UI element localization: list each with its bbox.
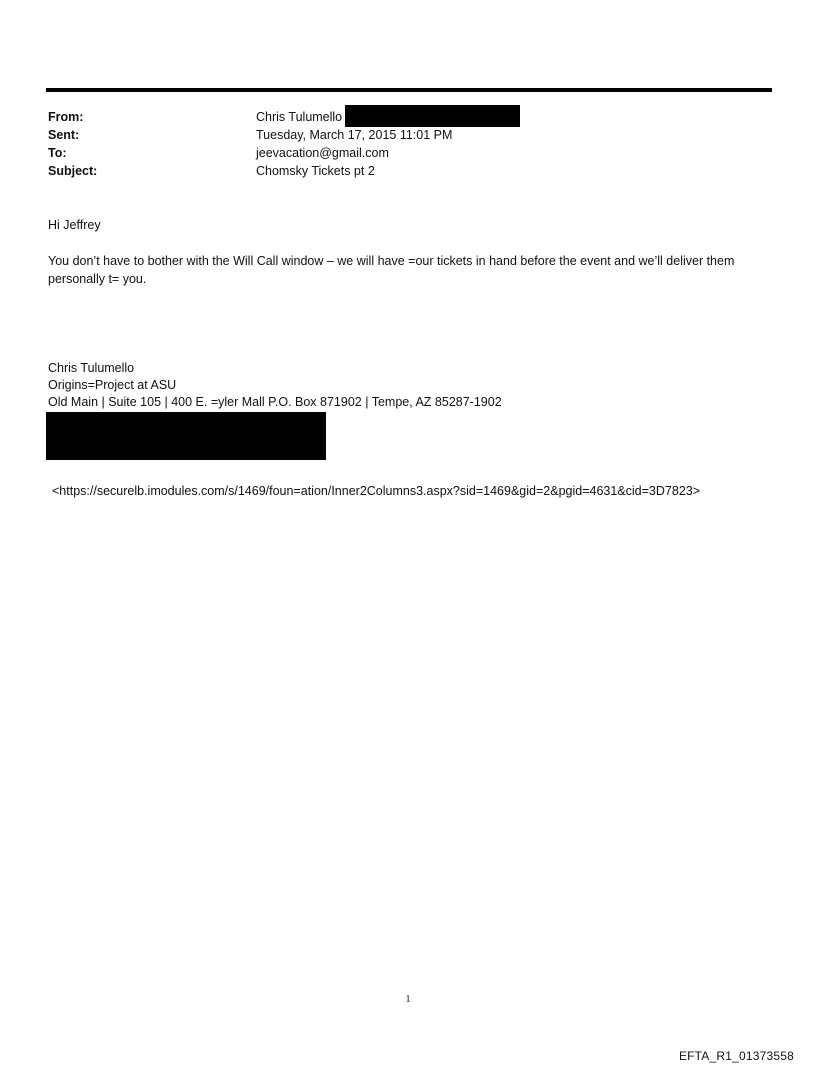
from-value [256, 108, 520, 127]
signature-redaction-box [46, 412, 326, 460]
signature-org: Origins=Project at ASU [48, 378, 177, 392]
sent-label: Sent: [48, 128, 80, 142]
redaction-box [345, 105, 520, 127]
page-number: 1 [405, 994, 411, 1005]
greeting: Hi Jeffrey [48, 218, 101, 232]
sent-value: Tuesday, March 17, 2015 11:01 PM [256, 128, 453, 142]
link-text[interactable]: <https://securelb.imodules.com/s/1469/foun=ation/Inner2Columns3.aspx?sid=1469&gid=2&pgid=4631&cid=3D7823> [52, 484, 701, 498]
signature-address: Old Main | Suite 105 | 400 E. =yler Mall P.O. Box 871902 | Tempe, AZ 85287-1902 [48, 395, 502, 409]
subject-value: Chomsky Tickets pt 2 [256, 164, 375, 178]
from-label: From: [48, 110, 84, 124]
signature [48, 360, 502, 411]
to-label: To: [48, 146, 67, 160]
signature-name: Chris Tulumello [48, 361, 135, 375]
header-rule [46, 88, 772, 92]
to-value: jeevacation@gmail.com [256, 146, 389, 160]
document-id: EFTA_R1_01373558 [678, 1049, 794, 1063]
subject-label: Subject: [48, 164, 98, 178]
body-paragraph: You don’t have to bother with the Will Call window – we will have =our tickets in hand before the event and we’ll deliver them personally t= you. [48, 254, 735, 286]
from-name: Chris Tulumello [256, 110, 343, 124]
